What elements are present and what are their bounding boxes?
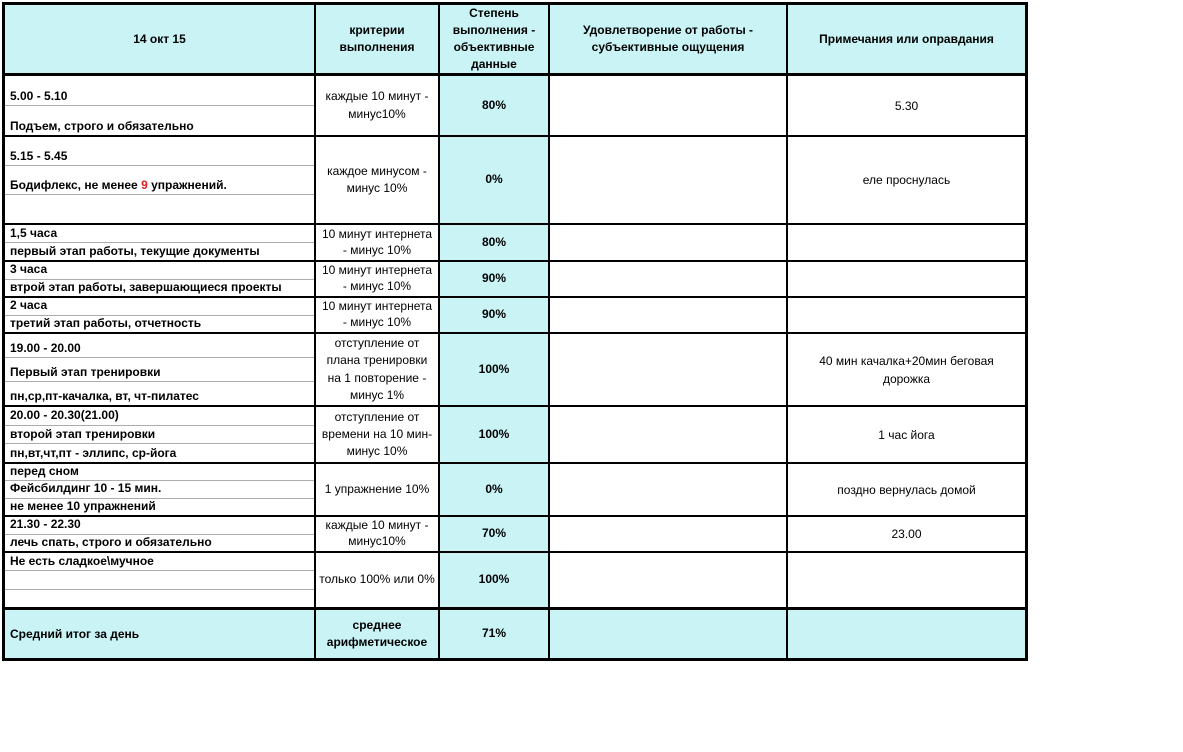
satisfaction-cell [550,225,788,260]
satisfaction-cell [550,517,788,551]
table-row [5,553,1025,610]
task-line: не менее 10 упражнений [10,498,156,513]
task-cell [5,334,316,405]
task-line: 3 часа [5,262,314,280]
degree-cell: 70% [440,517,550,551]
criteria-cell: каждые 10 минут - минус10% [316,517,440,551]
degree-cell: 100% [440,553,550,607]
task-line: второй этап тренировки [5,426,314,445]
header-row [5,5,1025,76]
task-line: втрой этап работы, завершающиеся проекты [10,279,282,294]
summary-satisfaction [550,610,788,658]
header-cell-degree: Степень выполнения - объективные данные [440,5,550,73]
table-row [5,76,1025,137]
degree-cell: 0% [440,464,550,515]
criteria-cell: каждое минусом - минус 10% [316,137,440,223]
task-line: перед сном [5,464,314,481]
task-cell [5,464,316,515]
note-cell [788,553,1025,607]
task-cell [5,407,316,462]
table-row [5,517,1025,553]
note-cell [788,262,1025,296]
task-line [5,571,314,589]
note-cell: еле проснулась [862,173,951,187]
criteria-cell: 10 минут интернета - минус 10% [316,298,440,332]
table-row [5,225,1025,262]
header-cell-criteria: критерии выполнения [316,5,440,73]
task-line: Бодифлекс, не менее 9 упражнений. [5,166,314,195]
task-line: Фейсбилдинг 10 - 15 мин. [5,481,314,498]
criteria-cell: 1 упражнение 10% [316,464,440,515]
table-row [5,464,1025,517]
criteria-cell: отступление от времени на 10 мин- минус 10% [316,407,440,462]
task-line: 1,5 часа [5,225,314,243]
criteria-cell: отступление от плана тренировки на 1 повторение - минус 1% [316,334,440,405]
degree-cell: 0% [440,137,550,223]
note-cell: 5.30 [894,98,919,113]
task-cell [5,517,316,551]
note-cell [788,225,1025,260]
task-cell [5,225,316,260]
degree-cell: 90% [440,298,550,332]
criteria-cell: каждые 10 минут - минус10% [316,76,440,135]
header-cell-date: 14 окт 15 [5,5,316,73]
task-line: 5.00 - 5.10 [5,76,314,106]
summary-label: Средний итог за день [5,610,316,658]
degree-cell: 90% [440,262,550,296]
degree-cell: 100% [440,407,550,462]
criteria-cell: 10 минут интернета - минус 10% [316,262,440,296]
task-cell [5,137,316,223]
degree-cell: 100% [440,334,550,405]
task-line: Первый этап тренировки [5,358,314,382]
satisfaction-cell [550,407,788,462]
note-cell [788,298,1025,332]
satisfaction-cell [550,76,788,135]
table-row [5,137,1025,225]
satisfaction-cell [550,334,788,405]
summary-note [788,610,1025,658]
satisfaction-cell [550,137,788,223]
note-cell: 23.00 [891,527,922,541]
note-cell: 40 мин качалка+20мин беговая дорожка [819,353,994,386]
summary-criteria: среднее арифметическое [316,610,440,658]
red-number: 9 [141,177,148,192]
task-line [5,195,314,223]
task-line: третий этап работы, отчетность [10,315,202,330]
task-line [5,590,314,607]
task-line: 2 часа [5,298,314,316]
satisfaction-cell [550,298,788,332]
task-line: 19.00 - 20.00 [5,334,314,358]
task-line: Не есть сладкое\мучное [5,553,314,571]
task-cell [5,262,316,296]
task-line: 20.00 - 20.30(21.00) [5,407,314,426]
note-cell: 1 час йога [878,427,935,442]
task-line: пн,вт,чт,пт - эллипс, ср-йога [10,445,177,460]
task-cell [5,298,316,332]
header-cell-satisfaction: Удовлетворение от работы - субъективные ощущения [550,5,788,73]
satisfaction-cell [550,262,788,296]
degree-cell: 80% [440,225,550,260]
task-line: 5.15 - 5.45 [5,137,314,166]
note-cell: поздно вернулась домой [837,482,976,497]
summary-degree: 71% [440,610,550,658]
satisfaction-cell [550,553,788,607]
table-row [5,407,1025,464]
task-line: пн,ср,пт-качалка, вт, чт-пилатес [10,388,199,403]
daily-log-table [2,2,1028,661]
table-row [5,262,1025,298]
task-cell [5,76,316,135]
task-line: лечь спать, строго и обязательно [10,534,212,549]
degree-cell: 80% [440,76,550,135]
task-cell [5,553,316,607]
table-row [5,334,1025,407]
task-line: 21.30 - 22.30 [5,517,314,535]
satisfaction-cell [550,464,788,515]
criteria-cell: 10 минут интернета - минус 10% [316,225,440,260]
criteria-cell: только 100% или 0% [316,553,440,607]
table-row [5,298,1025,334]
header-cell-notes: Примечания или оправдания [788,5,1025,73]
task-line: первый этап работы, текущие документы [10,243,260,258]
summary-row [5,610,1025,658]
task-line: Подъем, строго и обязательно [10,118,194,133]
